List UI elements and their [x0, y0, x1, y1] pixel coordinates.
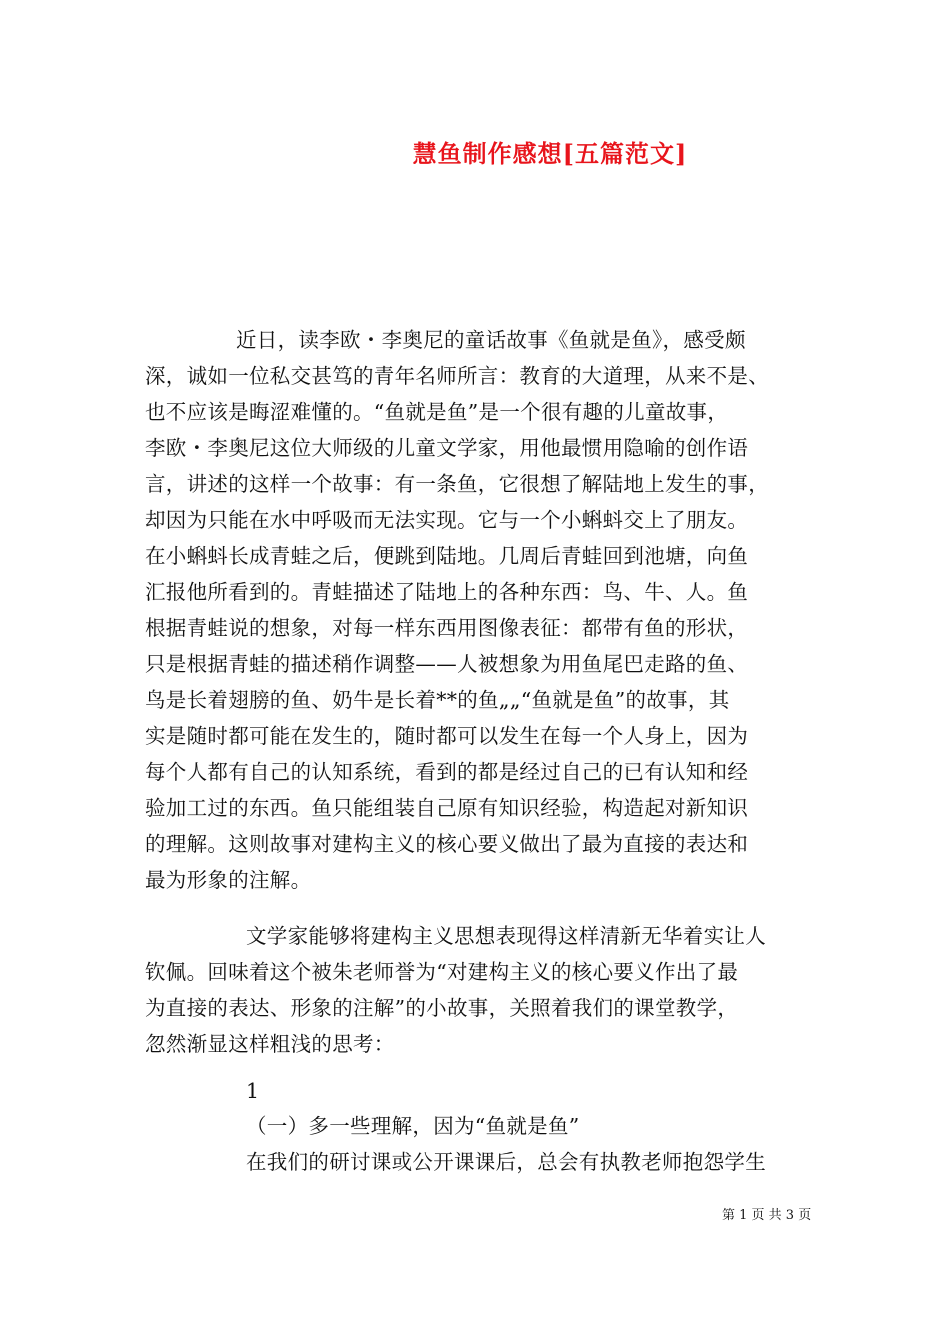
text-line: 李欧・李奥尼这位大师级的儿童文学家，用他最惯用隐喻的创作语: [145, 436, 749, 460]
text-line: 文学家能够将建构主义思想表现得这样清新无华着实让人: [246, 924, 766, 948]
text-line: 在我们的研讨课或公开课课后，总会有执教老师抱怨学生: [246, 1150, 766, 1174]
text-line: 验加工过的东西。鱼只能组装自己原有知识经验，构造起对新知识: [145, 796, 749, 820]
text-line: 言，讲述的这样一个故事：有一条鱼，它很想了解陆地上发生的事，: [145, 472, 769, 496]
text-line: 汇报他所看到的。青蛙描述了陆地上的各种东西：鸟、牛、人。鱼: [145, 580, 749, 604]
text-line: 实是随时都可能在发生的，随时都可以发生在每一个人身上，因为: [145, 724, 749, 748]
text-line: 也不应该是晦涩难懂的。“鱼就是鱼”是一个很有趣的儿童故事，: [145, 400, 729, 424]
text-line: 近日，读李欧・李奥尼的童话故事《鱼就是鱼》，感受颇: [236, 328, 746, 352]
text-line: 鸟是长着翅膀的鱼、奶牛是长着**的鱼„„“鱼就是鱼”的故事，其: [145, 688, 730, 712]
section-heading: （一）多一些理解，因为“鱼就是鱼”: [246, 1114, 580, 1138]
text-line: 却因为只能在水中呼吸而无法实现。它与一个小蝌蚪交上了朋友。: [145, 508, 749, 532]
text-line: 每个人都有自己的认知系统，看到的都是经过自己的已有认知和经: [145, 760, 749, 784]
text-line: 最为形象的注解。: [145, 868, 312, 892]
text-line: 钦佩。回味着这个被朱老师誉为“对建构主义的核心要义作出了最: [145, 960, 739, 984]
text-line: 深，诚如一位私交甚笃的青年名师所言：教育的大道理，从来不是、: [145, 364, 769, 388]
text-line: 为直接的表达、形象的注解”的小故事，关照着我们的课堂教学，: [145, 996, 739, 1020]
text-line: 的理解。这则故事对建构主义的核心要义做出了最为直接的表达和: [145, 832, 749, 856]
text-line: 忽然渐显这样粗浅的思考：: [145, 1032, 395, 1056]
page-footer: 第 1 页 共 3 页: [722, 1208, 812, 1223]
text-line: 在小蝌蚪长成青蛙之后，便跳到陆地。几周后青蛙回到池塘，向鱼: [145, 544, 749, 568]
document-title: 慧鱼制作感想[五篇范文]: [412, 139, 688, 168]
section-number: 1: [246, 1079, 260, 1103]
text-line: 根据青蛙说的想象，对每一样东西用图像表征：都带有鱼的形状，: [145, 616, 749, 640]
text-line: 只是根据青蛙的描述稍作调整——人被想象为用鱼尾巴走路的鱼、: [145, 652, 749, 676]
